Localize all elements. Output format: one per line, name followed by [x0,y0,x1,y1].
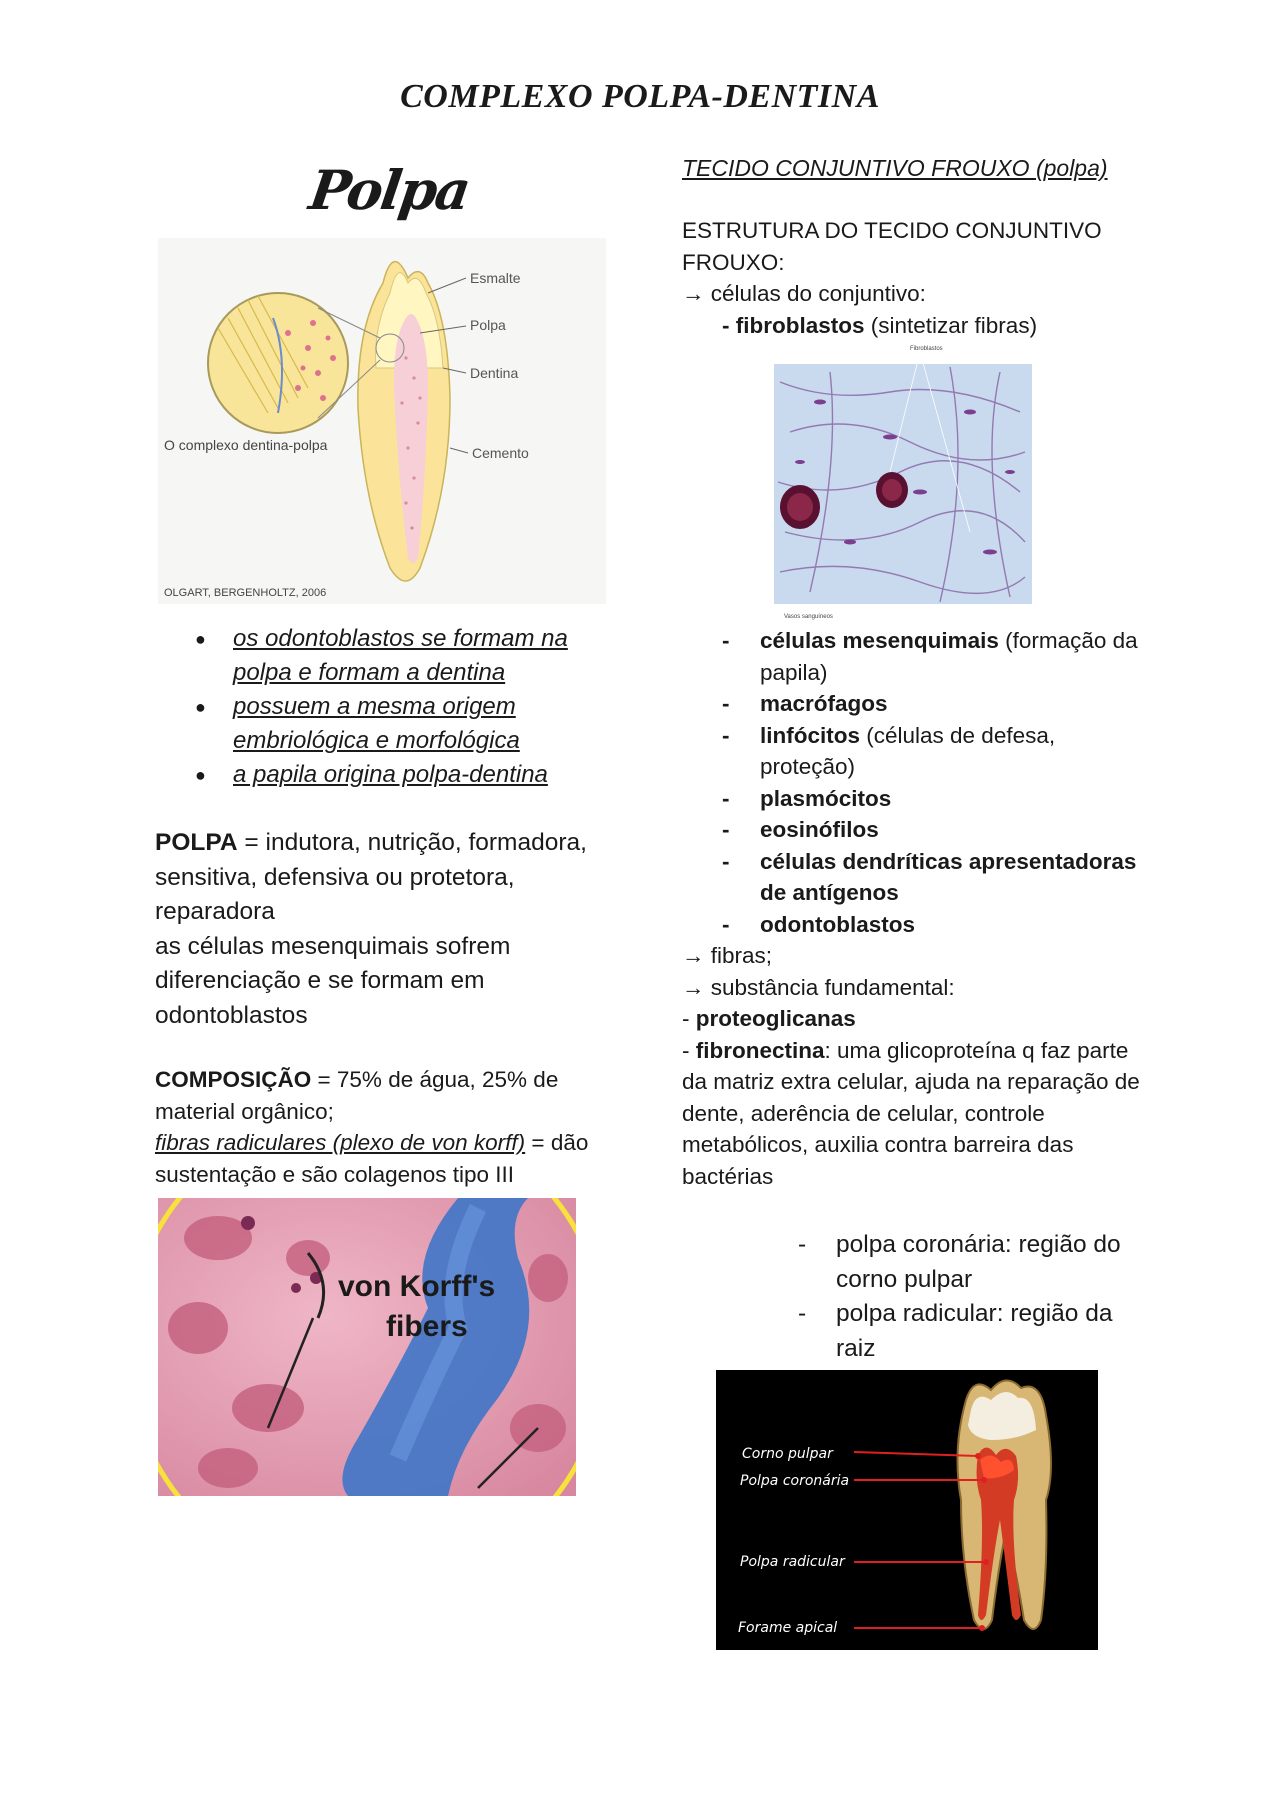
cell-term: células mesenquimais [760,628,999,653]
fibronectina-term: fibronectina [695,1037,825,1063]
composicao-def: = 75% de água, 25% de material orgânico; [155,1067,559,1124]
polpa-definition [155,826,595,1033]
vasos-fig-label: Vasos sanguíneos [784,614,833,620]
fibronectina-def: : uma glicoproteína q faz parte da matriz extra celular, ajuda na reparação de dente, aderência de celular, controle metabólicos, auxilia contra barreira das bactérias [682,1037,1140,1189]
label-dentina: Dentina [470,365,519,381]
proteoglicanas-line [682,1003,1152,1035]
polpa-heading: Polpa [305,158,473,222]
estrutura-block [682,215,1152,341]
estrutura-title: ESTRUTURA DO TECIDO CONJUNTIVO FROUXO: [682,218,1102,275]
list-item [722,720,1142,783]
proteoglicanas-term: proteoglicanas [695,1006,856,1031]
cell-term: células dendríticas apresentadoras de antígenos [760,848,1137,905]
label-polpa: Polpa [470,317,506,333]
dash-prefix: - [682,1037,696,1063]
cell-term: eosinófilos [760,817,879,842]
cell-term: linfócitos [760,722,860,748]
figure1-caption: O complexo dentina-polpa [164,437,328,453]
origin-bullet-list [195,622,615,792]
composicao-term: COMPOSIÇÃO [155,1067,312,1092]
pulp-regions-list [798,1228,1158,1366]
list-item [722,783,1142,815]
von-korff-label-line1: von Korff's [338,1270,496,1303]
label-corno-pulpar: Corno pulpar [742,1446,833,1462]
figure-dentin-pulp-complex [158,238,606,604]
list-item: - polpa coronária: região do corno pulpar [798,1228,1158,1297]
cell-term: odontoblastos [760,911,915,937]
substancia-line: → substância fundamental: [682,974,955,1000]
polpa-def-text: = indutora, nutrição, formadora, sensitiva, defensiva ou protetora, reparadora [155,829,587,925]
fibras-radiculares-def: = dão sustentação e são colagenos tipo III [155,1130,589,1187]
list-item [722,846,1142,909]
polpa-term: POLPA [155,829,238,856]
fibronectina-paragraph [682,1035,1152,1193]
fibras-line: → fibras; [682,943,773,968]
list-item: ● a papila origina polpa-dentina [195,758,615,792]
label-cemento: Cemento [472,445,529,461]
polpa-extra-text: as células mesenquimais sofrem diferenciação e se formam em odontoblastos [155,932,511,1029]
label-forame-apical: Forame apical [738,1620,838,1636]
figure-von-korff-fibers [158,1198,576,1496]
fibras-radiculares-term: fibras radiculares (plexo de von korff) [155,1130,526,1155]
dash-prefix: - [682,1006,696,1031]
cell-term: macrófagos [760,691,888,716]
list-item [722,909,1142,941]
list-item: - polpa radicular: região da raiz [798,1297,1158,1366]
list-item: ● possuem a mesma origem embriológica e morfológica [195,690,615,758]
label-polpa-radicular: Polpa radicular [740,1554,845,1570]
von-korff-label-line2: fibers [386,1310,468,1343]
tecido-heading: TECIDO CONJUNTIVO FROUXO (polpa) [682,155,1108,181]
list-item [722,814,1142,846]
fibroblastos-def: (sintetizar fibras) [864,312,1038,338]
figure1-credit: OLGART, BERGENHOLTZ, 2006 [164,587,327,599]
list-item [722,688,1142,720]
figure-molar-cross-section [716,1370,1098,1650]
cell-term: plasmócitos [760,785,892,811]
cell-desc: (células de defesa, proteção) [760,722,1056,779]
cell-types-list [722,625,1142,940]
cell-desc: (formação da papila) [760,628,1138,685]
figure-fibroblast-histology [770,342,1034,622]
fibroblastos-line [682,310,1152,342]
list-item [722,625,1142,688]
composicao-paragraph [155,1064,595,1190]
label-polpa-coronaria: Polpa coronária [740,1473,850,1489]
fibroblastos-term: - fibroblastos [722,312,865,338]
page-title: COMPLEXO POLPA-DENTINA [400,78,880,115]
label-esmalte: Esmalte [470,270,521,286]
matrix-block [682,940,1152,1192]
fibroblastos-fig-label: Fibroblastos [910,346,943,352]
list-item: ● os odontoblastos se formam na polpa e formam a dentina [195,622,615,690]
cells-intro: → células do conjuntivo: [682,281,926,306]
